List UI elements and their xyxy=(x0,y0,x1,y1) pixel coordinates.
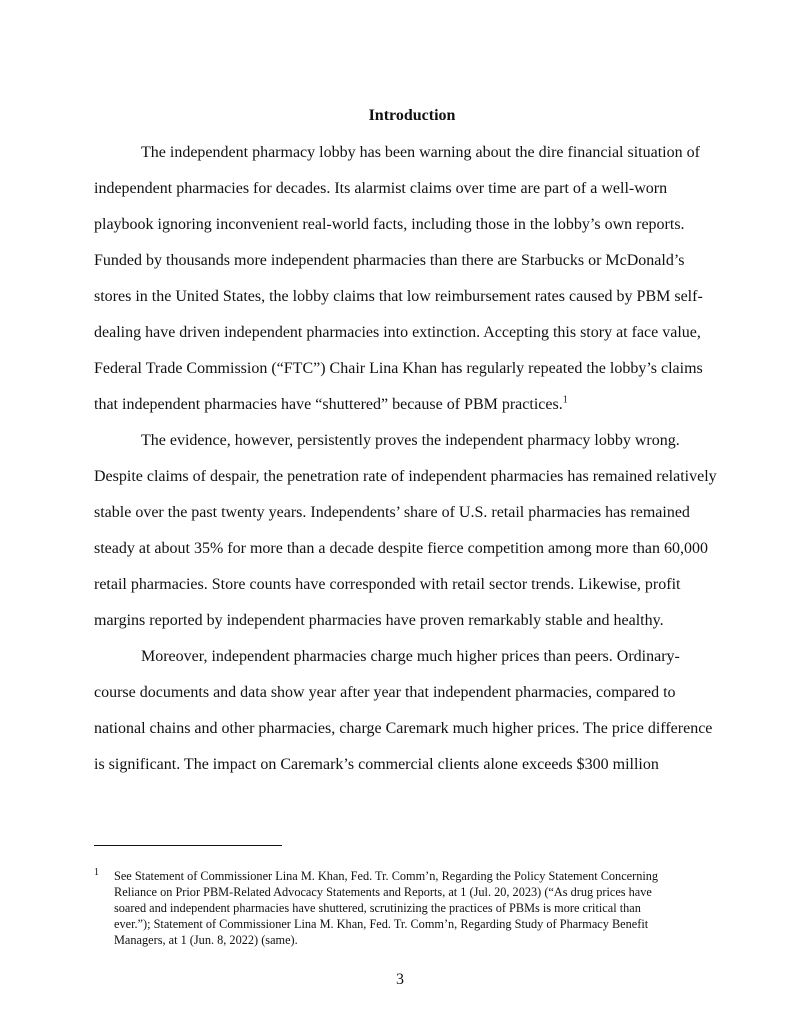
body-line: dealing have driven independent pharmacies into extinction. Accepting this story at face value, xyxy=(94,324,701,341)
footnote-separator xyxy=(94,845,282,846)
body-line: stores in the United States, the lobby claims that low reimbursement rates caused by PBM self- xyxy=(94,288,703,305)
footnote-line: ever.”); Statement of Commissioner Lina M. Khan, Fed. Tr. Comm’n, Regarding Study of Pharmacy Benefit xyxy=(114,917,649,931)
footnote-line: Reliance on Prior PBM-Related Advocacy Statements and Reports, at 1 (Jul. 20, 2023) (“As drug prices have xyxy=(114,885,652,899)
body-line: margins reported by independent pharmacies have proven remarkably stable and healthy. xyxy=(94,612,664,629)
body-line: steady at about 35% for more than a decade despite fierce competition among more than 60,000 xyxy=(94,540,709,557)
footnote-line: See Statement of Commissioner Lina M. Khan, Fed. Tr. Comm’n, Regarding the Policy Statement Concerning xyxy=(114,869,659,883)
body-line: retail pharmacies. Store counts have corresponded with retail sector trends. Likewise, profit xyxy=(94,576,681,593)
body-line-text: that independent pharmacies have “shuttered” because of PBM practices. xyxy=(94,396,563,413)
footnote-line: soared and independent pharmacies have shuttered, scrutinizing the practices of PBMs is more critical than xyxy=(114,901,641,915)
body-line: independent pharmacies for decades. Its alarmist claims over time are part of a well-worn xyxy=(94,180,668,197)
footnote-number: 1 xyxy=(94,867,99,878)
body-line: national chains and other pharmacies, charge Caremark much higher prices. The price difference xyxy=(94,720,713,737)
body-line: Moreover, independent pharmacies charge much higher prices than peers. Ordinary- xyxy=(141,648,680,665)
footnote-line: Managers, at 1 (Jun. 8, 2022) (same). xyxy=(114,933,298,947)
body-line: Despite claims of despair, the penetration rate of independent pharmacies has remained relatively xyxy=(94,468,717,485)
body-line: course documents and data show year after year that independent pharmacies, compared to xyxy=(94,684,676,701)
body-line: playbook ignoring inconvenient real-world facts, including those in the lobby’s own reports. xyxy=(94,216,685,233)
section-heading: Introduction xyxy=(368,107,456,124)
body-line: Federal Trade Commission (“FTC”) Chair Lina Khan has regularly repeated the lobby’s claims xyxy=(94,360,703,377)
body-line-with-footnote xyxy=(94,395,568,415)
footnote-reference[interactable]: 1 xyxy=(562,394,568,406)
body-line: is significant. The impact on Caremark’s commercial clients alone exceeds $300 million xyxy=(94,756,659,773)
body-line: The independent pharmacy lobby has been warning about the dire financial situation of xyxy=(141,144,700,161)
body-line: Funded by thousands more independent pharmacies than there are Starbucks or McDonald’s xyxy=(94,252,685,269)
page-number: 3 xyxy=(396,971,404,988)
body-line: stable over the past twenty years. Independents’ share of U.S. retail pharmacies has remained xyxy=(94,504,690,521)
body-line: The evidence, however, persistently proves the independent pharmacy lobby wrong. xyxy=(141,432,680,449)
